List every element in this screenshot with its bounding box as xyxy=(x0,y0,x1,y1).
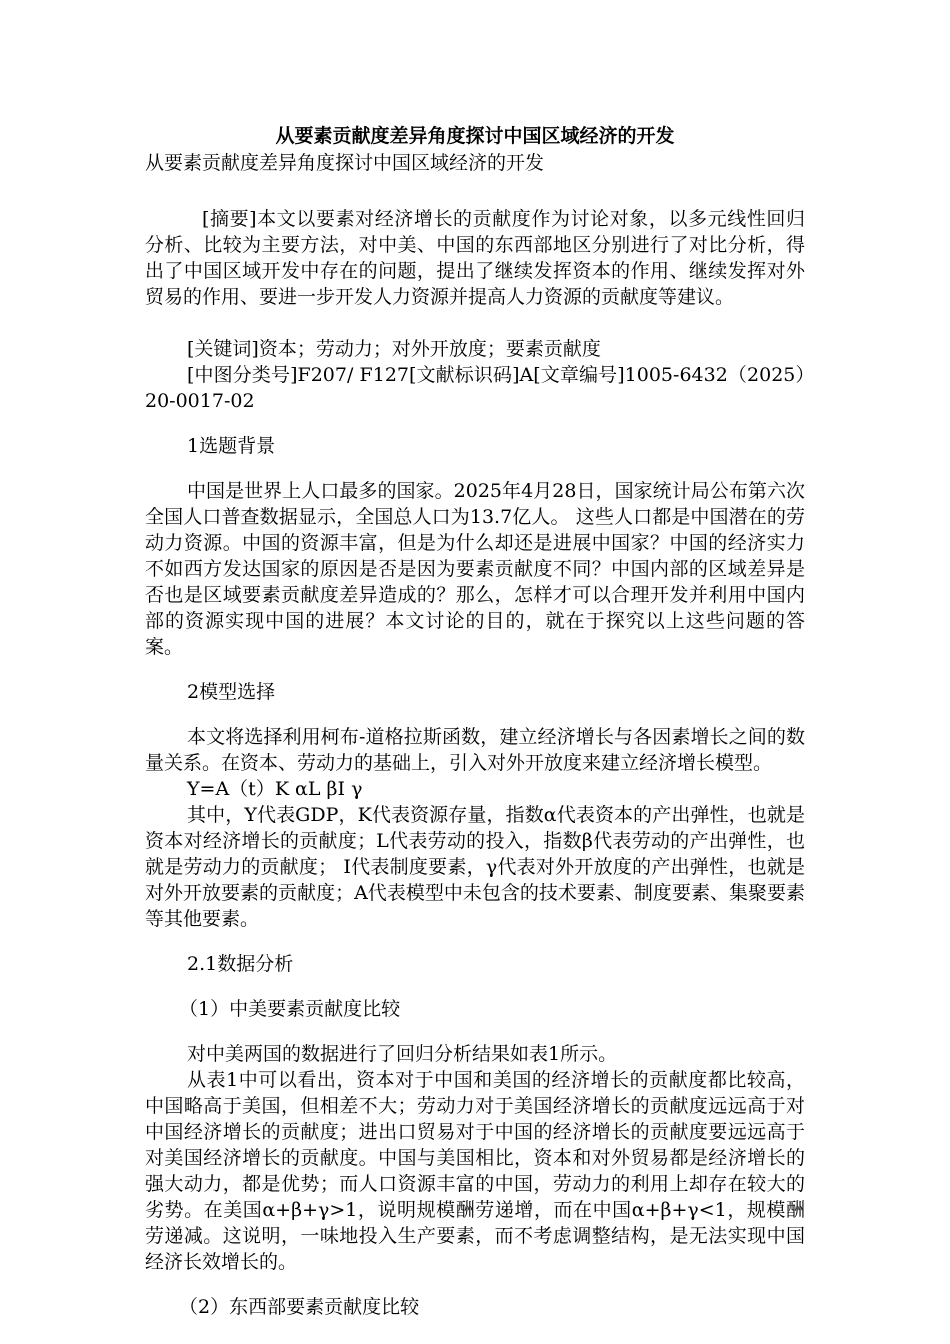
document-title: 从要素贡献度差异角度探讨中国区域经济的开发 xyxy=(275,125,675,147)
section-2-1-heading: 2.1数据分析 xyxy=(187,953,294,975)
section-1-paragraph: 中国是世界上人口最多的国家。2025年4月28日，国家统计局公布第六次全国人口普查数据显示，全国总人口为13.7亿人。 这些人口都是中国潜在的劳动力资源。中国的资源丰富，但是为什么却还是进展中国家？中国的经济实力不如西方发达国家的原因是否是因为要素贡献度不同？中国内部的区域差异是否也是区域要素贡献度差异造成的？那么，怎样才可以合理开发并利用中国内部的资源实现中国的进展？本文讨论的目的，就在于探究以上这些问题的答案。 xyxy=(145,480,805,658)
document-subtitle: 从要素贡献度差异角度探讨中国区域经济的开发 xyxy=(145,152,545,174)
subsection-1-heading: （1）中美要素贡献度比较 xyxy=(179,998,401,1020)
model-formula: Y=A（t）K αL βI γ xyxy=(187,778,363,800)
document-body xyxy=(145,122,805,1339)
subsection-2-heading: （2）东西部要素贡献度比较 xyxy=(179,1296,420,1318)
section-2-paragraph-1: 本文将选择利用柯布-道格拉斯函数，建立经济增长与各因素增长之间的数量关系。在资本、劳动力的基础上，引入对外开放度来建立经济增长模型。 xyxy=(145,726,805,774)
section-2-paragraph-2: 其中，Y代表GDP，K代表资源存量，指数α代表资本的产出弹性，也就是资本对经济增长的贡献度；L代表劳动的投入，指数β代表劳动的产出弹性，也就是劳动力的贡献度； I代表制度要素，γ代表对外开放度的产出弹性，也就是对外开放要素的贡献度；A代表模型中未包含的技术要素、制度要素、集聚要素等其他要素。 xyxy=(145,804,805,930)
classification-line: [中图分类号]F207/ F127[文献标识码]A[文章编号]1005-6432（2025）20-0017-02 xyxy=(145,364,805,412)
keywords-line: [关键词]资本；劳动力；对外开放度；要素贡献度 xyxy=(187,338,601,360)
section-1-heading: 1选题背景 xyxy=(187,435,276,457)
section-2-1-paragraph-2: 从表1中可以看出，资本对于中国和美国的经济增长的贡献度都比较高，中国略高于美国，但相差不大；劳动力对于美国经济增长的贡献度远远高于对中国经济增长的贡献度；进出口贸易对于中国的经济增长的贡献度要远远高于对美国经济增长的贡献度。中国与美国相比，资本和对外贸易都是经济增长的强大动力，都是优势；而人口资源丰富的中国，劳动力的利用上却存在较大的劣势。在美国α+β+γ>1，说明规模酬劳递增，而在中国α+β+γ<1，规模酬劳递减。这说明，一味地投入生产要素，而不考虑调整结构，是无法实现中国经济长效增长的。 xyxy=(145,1069,805,1273)
section-2-1-paragraph-1: 对中美两国的数据进行了回归分析结果如表1所示。 xyxy=(187,1043,618,1065)
section-2-heading: 2模型选择 xyxy=(187,681,276,703)
abstract-paragraph: [摘要]本文以要素对经济增长的贡献度作为讨论对象，以多元线性回归分析、比较为主要方法，对中美、中国的东西部地区分别进行了对比分析，得出了中国区域开发中存在的问题，提出了继续发挥资本的作用、继续发挥对外贸易的作用、要进一步开发人力资源并提高人力资源的贡献度等建议。 xyxy=(145,208,805,308)
